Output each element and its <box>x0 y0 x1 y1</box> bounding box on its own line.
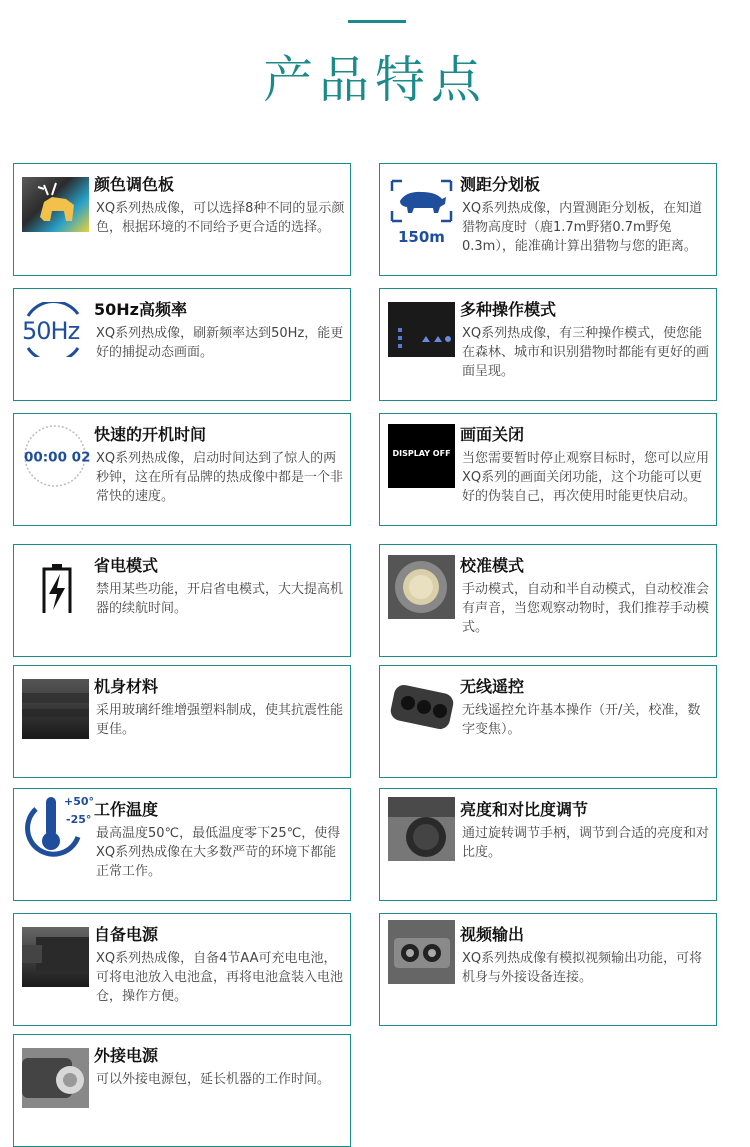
feature-card-battery-power <box>13 913 351 1026</box>
display-off-label: DISPLAY OFF <box>392 449 451 458</box>
feature-desc: 禁用某些功能，开启省电模式，大大提高机器的续航时间。 <box>96 582 344 616</box>
temp-high-label: +50° <box>64 795 95 808</box>
feature-card-working-temperature <box>13 788 351 901</box>
feature-title: 工作温度 <box>94 800 159 819</box>
feature-desc: 当您需要暂时停止观察目标时，您可以应用XQ系列的画面关闭功能，这个功能可以更好的伪装自己，再次使用时能更快启动。 <box>462 451 710 504</box>
feature-title: 视频输出 <box>460 925 525 944</box>
feature-card-body-material <box>13 665 351 778</box>
feature-desc: 无线遥控允许基本操作（开/关，校准，数字变焦）。 <box>462 703 701 737</box>
feature-card-rangefinder-reticle <box>379 163 717 276</box>
feature-title: 多种操作模式 <box>460 300 557 319</box>
title-accent-line <box>348 20 406 23</box>
feature-title: 快速的开机时间 <box>94 425 207 444</box>
feature-desc: 最高温度50℃，最低温度零下25℃，使得XQ系列热成像在大多数严苛的环境下都能正常工作。 <box>96 826 341 879</box>
feature-desc: XQ系列热成像，可以选择8种不同的显示颜色，根据环境的不同给予更合适的选择。 <box>96 201 345 235</box>
feature-card-calibration <box>379 544 717 657</box>
feature-card-fast-startup <box>13 413 351 526</box>
feature-title: 测距分划板 <box>460 175 541 194</box>
feature-desc: 可以外接电源包，延长机器的工作时间。 <box>96 1072 331 1087</box>
feature-desc: XQ系列热成像，内置测距分划板，在知道猎物高度时（鹿1.7m野猪0.7m野兔0.3m），能准确计算出猎物与您的距离。 <box>462 201 703 254</box>
battery-icon <box>22 558 89 613</box>
feature-card-50hz <box>13 288 351 401</box>
feature-title: 颜色调色板 <box>94 175 175 194</box>
feature-title: 校准模式 <box>460 556 525 575</box>
feature-title: 无线遥控 <box>460 677 525 696</box>
video-port-thumbnail <box>388 920 455 984</box>
feature-title: 外接电源 <box>94 1046 159 1065</box>
remote-control-thumbnail <box>388 679 455 739</box>
feature-card-external-power <box>13 1034 351 1147</box>
page-title: 产品特点 <box>263 51 487 109</box>
feature-card-video-output <box>379 913 717 1026</box>
range-label: 150m <box>398 228 445 246</box>
feature-card-brightness-contrast <box>379 788 717 901</box>
display-off-thumbnail <box>388 424 455 488</box>
feature-title: 50Hz高频率 <box>94 300 187 319</box>
body-material-thumbnail <box>22 679 89 739</box>
feature-desc: 采用玻璃纤维增强塑料制成，使其抗震性能更佳。 <box>96 703 344 737</box>
feature-title: 亮度和对比度调节 <box>460 800 589 819</box>
feature-title: 省电模式 <box>94 556 159 575</box>
feature-title: 画面关闭 <box>460 425 525 444</box>
refresh-rate-label: 50Hz <box>22 317 80 345</box>
feature-card-color-palette <box>13 163 351 276</box>
feature-desc: XQ系列热成像，刷新频率达到50Hz，能更好的捕捉动态画面。 <box>96 326 344 360</box>
boar-reticle-icon <box>388 177 455 232</box>
operation-modes-thumbnail <box>388 302 455 357</box>
color-palette-thumbnail <box>22 177 89 232</box>
feature-desc: XQ系列热成像，自备4节AA可充电电池，可将电池放入电池盒，再将电池盒装入电池仓，操作方便。 <box>96 951 344 1004</box>
external-power-thumbnail <box>22 1048 89 1108</box>
feature-desc: XQ系列热成像，有三种操作模式，使您能在森林、城市和识别猎物时都能有更好的画面呈现。 <box>462 326 710 379</box>
calibration-thumbnail <box>388 555 455 619</box>
feature-card-operation-modes <box>379 288 717 401</box>
startup-time-label: 00:00 02 <box>24 448 91 466</box>
feature-desc: XQ系列热成像，启动时间达到了惊人的两秒钟，这在所有品牌的热成像中都是一个非常快的速度。 <box>96 451 344 504</box>
adjustment-knob-thumbnail <box>388 797 455 861</box>
feature-card-wireless-remote <box>379 665 717 778</box>
feature-card-display-off <box>379 413 717 526</box>
feature-title: 机身材料 <box>94 677 159 696</box>
battery-compartment-thumbnail <box>22 927 89 987</box>
feature-card-power-saving <box>13 544 351 657</box>
temp-low-label: -25° <box>66 813 92 826</box>
feature-desc: XQ系列热成像有模拟视频输出功能，可将机身与外接设备连接。 <box>462 951 703 985</box>
feature-desc: 手动模式，自动和半自动模式，自动校准会有声音，当您观察动物时，我们推荐手动模式。 <box>462 582 710 635</box>
feature-title: 自备电源 <box>94 925 159 944</box>
feature-desc: 通过旋转调节手柄，调节到合适的亮度和对比度。 <box>462 826 710 860</box>
